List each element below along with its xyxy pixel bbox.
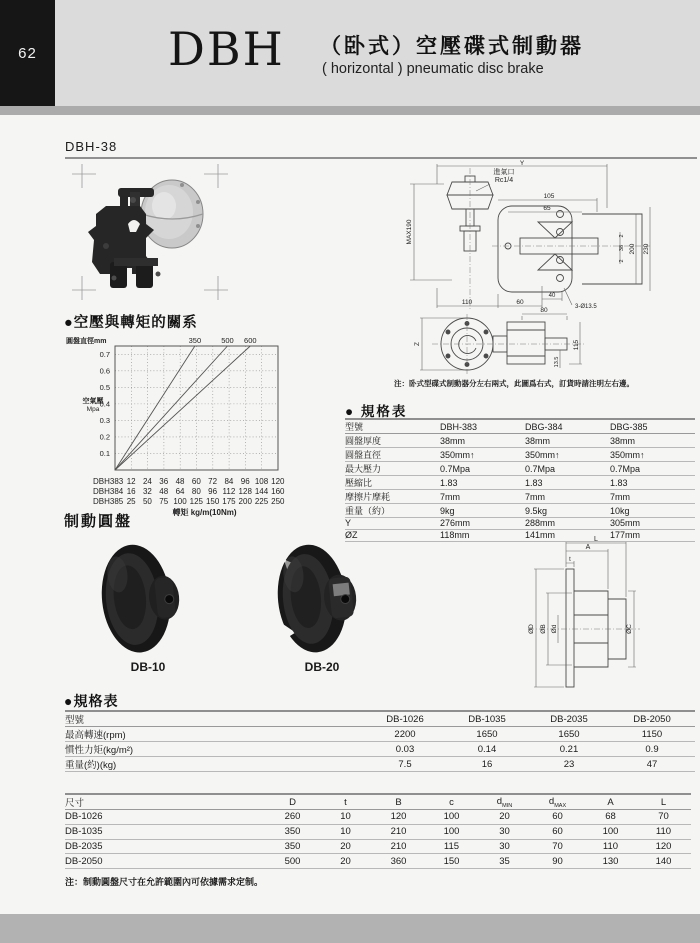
y-axis-label: 空氣壓 [82, 397, 104, 405]
page-number-box [0, 0, 55, 106]
chart-x-tick: 48 [159, 487, 169, 496]
svg-text:進氣口: 進氣口 [493, 169, 515, 176]
spec-table1-heading: ● 規格表 [345, 404, 408, 419]
page-number: 62 [18, 44, 37, 62]
table-header-row [65, 794, 691, 810]
table-cell: 350mm↑ [610, 448, 695, 462]
chart-x-tick: 25 [126, 497, 136, 506]
table-cell: 0.9 [611, 742, 695, 757]
svg-text:115: 115 [573, 339, 580, 351]
table-cell: 115 [426, 839, 479, 854]
table-cell: 9.5kg [525, 504, 610, 518]
table-cell: 1.83 [610, 476, 695, 490]
svg-text:230: 230 [643, 243, 650, 255]
table-cell: 177mm [610, 529, 695, 541]
disc-label-db10: DB-10 [130, 660, 166, 674]
chart-x-tick: 175 [222, 497, 236, 506]
table-cell: 0.03 [365, 742, 447, 757]
table-cell: 350mm↑ [440, 448, 525, 462]
table-cell: 360 [373, 854, 426, 869]
table-row-label: 最高轉速(rpm) [65, 727, 365, 742]
table-header-cell: B [373, 794, 426, 810]
table-key-label: 尺寸 [65, 794, 267, 810]
table-cell: 1.83 [440, 476, 525, 490]
table-cell: 350 [267, 824, 320, 839]
chart-x-tick: 128 [238, 487, 252, 496]
svg-text:13.5: 13.5 [554, 356, 560, 368]
y-tick-label: 0.2 [99, 432, 110, 442]
table-header-cell: DBG-385 [610, 419, 695, 434]
svg-text:ØC: ØC [626, 624, 633, 634]
y-tick-label: 0.7 [99, 349, 110, 359]
chart-section-heading: ●空壓與轉矩的關系 [64, 315, 198, 331]
table-header-cell: A [585, 794, 638, 810]
plot-border [115, 346, 278, 470]
disc-db10-photo [97, 540, 185, 655]
top-axis-label: 圓盤直徑mm [66, 338, 107, 345]
table-header-cell: DBG-384 [525, 419, 610, 434]
disc-drawing-outline [566, 569, 626, 687]
table-row [345, 476, 695, 490]
y-tick-label: 0.6 [99, 366, 110, 376]
table-row-label: 摩擦片摩耗 [345, 490, 440, 504]
table-cell: 1650 [447, 727, 529, 742]
table-cell: 288mm [525, 518, 610, 530]
chart-x-tick: 100 [173, 497, 187, 506]
chart-series-name: DBH385 [93, 497, 124, 506]
chart-series-name: DBH383 [93, 477, 124, 486]
table-cell: 10kg [610, 504, 695, 518]
table-cell: 1.83 [525, 476, 610, 490]
table-header-cell: $d_{MAX}$ [532, 794, 585, 810]
svg-text:2: 2 [619, 259, 625, 263]
chart-x-tick: 60 [191, 477, 201, 486]
table-cell: 118mm [440, 529, 525, 541]
table-cell: 20 [479, 810, 532, 825]
chart-x-tick: 96 [240, 477, 250, 486]
table-row-label: 慣性力矩(kg/m²) [65, 742, 365, 757]
drawing-note: 注：卧式型碟式制動器分左右兩式，此圖爲右式，訂貨時請注明左右邊。 [394, 379, 634, 388]
y-tick-label: 0.3 [99, 416, 110, 426]
chart-series-name: DBH384 [93, 487, 124, 496]
table-header-cell: DB-2050 [611, 711, 695, 727]
table-row-label: DB-1035 [65, 824, 267, 839]
product-photo [70, 162, 230, 302]
svg-text:3-Ø13.5: 3-Ø13.5 [575, 304, 597, 310]
chart-x-tick: 36 [159, 477, 169, 486]
chart-x-tick: 50 [142, 497, 152, 506]
table-cell: 9kg [440, 504, 525, 518]
table-cell: 100 [426, 810, 479, 825]
table-row [345, 529, 695, 541]
table-cell: 47 [611, 757, 695, 772]
table-cell: 30 [479, 824, 532, 839]
chart-x-tick: 120 [271, 477, 285, 486]
header-divider-strip [0, 106, 700, 115]
table-row-label: 重量(約)(kg) [65, 757, 365, 772]
table-row-label: 圓盤厚度 [345, 434, 440, 448]
table-cell: 305mm [610, 518, 695, 530]
table-header-cell: D [267, 794, 320, 810]
y-axis-unit: Mpa [86, 405, 100, 413]
table-cell: 70 [638, 810, 691, 825]
spec-table2-heading: ●規格表 [64, 693, 119, 709]
chart-x-tick: 64 [175, 487, 185, 496]
svg-text:110: 110 [461, 299, 473, 306]
table-cell: 120 [373, 810, 426, 825]
table-row [65, 742, 695, 757]
table-header-cell: DB-1035 [447, 711, 529, 727]
table-cell: 7mm [610, 490, 695, 504]
table-row [345, 462, 695, 476]
table-header-cell: t [320, 794, 373, 810]
svg-text:Y: Y [519, 160, 525, 167]
chart-x-tick: 108 [254, 477, 269, 486]
table-cell: 210 [373, 839, 426, 854]
svg-text:MAX190: MAX190 [406, 219, 413, 245]
chart-tick-row [65, 487, 286, 497]
table-header-cell: DBH-383 [440, 419, 525, 434]
chart-x-tick: 16 [126, 487, 136, 496]
table-cell: 130 [585, 854, 638, 869]
svg-text:L: L [594, 536, 598, 543]
table-cell: 90 [532, 854, 585, 869]
disc-label-db20: DB-20 [304, 660, 340, 674]
table-cell: 60 [532, 824, 585, 839]
dimension-table-note: 注：制動圓盤尺寸在允許範圍內可依據需求定制。 [65, 877, 264, 887]
svg-text:Rc1/4: Rc1/4 [494, 177, 514, 184]
chart-x-tick: 32 [142, 487, 152, 496]
chart-x-tick: 125 [189, 497, 204, 506]
data-table [65, 710, 695, 772]
chart-x-tick: 112 [222, 487, 236, 496]
disc-photos [72, 538, 402, 660]
table-cell: 0.14 [447, 742, 529, 757]
chart-x-tick: 250 [271, 497, 285, 506]
table-cell: 0.7Mpa [525, 462, 610, 476]
table-cell: 350mm↑ [525, 448, 610, 462]
y-tick-label: 0.1 [99, 449, 110, 459]
chart-x-tick: 160 [271, 487, 285, 496]
table-row-label: Y [345, 518, 440, 530]
table-header-row [345, 419, 695, 434]
table-row [345, 518, 695, 530]
y-tick-label: 0.5 [99, 383, 110, 393]
table-cell: 100 [585, 824, 638, 839]
drawing-dimension-lines [410, 164, 650, 320]
chart-x-tick: 12 [126, 477, 136, 486]
chart-x-axis-label: 轉矩 kg/m(10Nm) [172, 508, 237, 517]
series-label: 350 [188, 336, 202, 345]
chart-x-tick: 200 [238, 497, 252, 506]
table-cell: 150 [426, 854, 479, 869]
table-cell: 0.21 [529, 742, 611, 757]
chart-x-tick: 80 [191, 487, 201, 496]
table-row [345, 490, 695, 504]
table-row [345, 448, 695, 462]
chart-x-tick: 144 [254, 487, 269, 496]
table-header-cell: c [426, 794, 479, 810]
table-cell: 16 [447, 757, 529, 772]
table-cell: 110 [638, 824, 691, 839]
chart-x-tick: 96 [208, 487, 218, 496]
table-row [65, 854, 691, 869]
table-cell: 110 [585, 839, 638, 854]
section-rule [65, 157, 697, 159]
table-cell: 276mm [440, 518, 525, 530]
chart-tick-row [65, 497, 286, 507]
table-cell: 1650 [529, 727, 611, 742]
svg-text:38: 38 [619, 244, 625, 252]
table-cell: 68 [585, 810, 638, 825]
svg-text:ØB: ØB [540, 624, 547, 634]
table-cell: 1150 [611, 727, 695, 742]
table-cell: 7.5 [365, 757, 447, 772]
table-cell: 2200 [365, 727, 447, 742]
table-key-label: 型號 [345, 419, 440, 434]
chart-x-tick: 72 [208, 477, 218, 486]
series-line [115, 346, 227, 470]
svg-text:ØD: ØD [528, 624, 535, 634]
table-row-label: 最大壓力 [345, 462, 440, 476]
chart-x-tick: 48 [175, 477, 185, 486]
table-cell: 500 [267, 854, 320, 869]
disc-section-heading: 制動圓盤 [64, 513, 133, 530]
table-key-label: 型號 [65, 711, 365, 727]
svg-text:A: A [585, 544, 591, 551]
table-cell: 38mm [610, 434, 695, 448]
disc-drawing-dimension-lines [534, 541, 636, 687]
table-cell: 0.7Mpa [610, 462, 695, 476]
brand-title: DBH [168, 22, 285, 76]
svg-text:60: 60 [516, 299, 524, 306]
torque-chart-svg [65, 334, 350, 476]
chart-x-tick: 84 [224, 477, 234, 486]
svg-text:Ød: Ød [551, 624, 558, 634]
page-title-zh: （卧式）空壓碟式制動器 [320, 35, 584, 58]
table-cell: 141mm [525, 529, 610, 541]
svg-text:40: 40 [548, 293, 556, 299]
table-header-cell: DB-1026 [365, 711, 447, 727]
svg-text:105: 105 [543, 193, 555, 200]
table-row-label: 重量（約） [345, 504, 440, 518]
chart-x-tick: 24 [142, 477, 152, 486]
table-cell: 38mm [440, 434, 525, 448]
table-row [65, 839, 691, 854]
svg-text:200: 200 [629, 243, 636, 255]
table-cell: 10 [320, 824, 373, 839]
table-header-cell: $d_{MIN}$ [479, 794, 532, 810]
table-row-label: ØZ [345, 529, 440, 541]
svg-text:65: 65 [543, 205, 551, 212]
table-cell: 350 [267, 839, 320, 854]
table-row-label: DB-2050 [65, 854, 267, 869]
svg-text:Z: Z [414, 342, 421, 346]
table-cell: 7mm [440, 490, 525, 504]
table-cell: 7mm [525, 490, 610, 504]
table-cell: 120 [638, 839, 691, 854]
chart-x-tick: 150 [205, 497, 220, 506]
table-cell: 38mm [525, 434, 610, 448]
table-cell: 260 [267, 810, 320, 825]
page-title-en: ( horizontal ) pneumatic disc brake [322, 61, 544, 77]
table-row [65, 727, 695, 742]
table-row [345, 504, 695, 518]
table-cell: 140 [638, 854, 691, 869]
table-row-label: 圓盤直徑 [345, 448, 440, 462]
svg-text:80: 80 [540, 307, 548, 314]
table-cell: 20 [320, 839, 373, 854]
technical-drawing-main [392, 160, 698, 376]
table-header-cell: DB-2035 [529, 711, 611, 727]
chart-tick-row [65, 477, 286, 487]
table-cell: 30 [479, 839, 532, 854]
table-cell: 60 [532, 810, 585, 825]
table-cell: 100 [426, 824, 479, 839]
table-header-row [65, 711, 695, 727]
chart-x-tick: 75 [159, 497, 169, 506]
table-row-label: DB-2035 [65, 839, 267, 854]
table-cell: 23 [529, 757, 611, 772]
table-cell: 20 [320, 854, 373, 869]
y-tick-label: 0.4 [99, 399, 110, 409]
table-cell: 0.7Mpa [440, 462, 525, 476]
footer-bar [0, 914, 700, 943]
table-row-label: 壓縮比 [345, 476, 440, 490]
svg-text:2: 2 [619, 234, 625, 238]
table-row [65, 757, 695, 772]
model-label: DBH-38 [65, 139, 118, 154]
series-label: 500 [221, 336, 234, 345]
table-row [345, 434, 695, 448]
data-table [345, 418, 695, 542]
table-header-cell: L [638, 794, 691, 810]
disc-db20-photo [273, 540, 362, 656]
data-table [65, 793, 691, 869]
table-cell: 210 [373, 824, 426, 839]
chart-tick-rows [65, 477, 286, 507]
svg-text:t: t [569, 557, 571, 563]
table-cell: 70 [532, 839, 585, 854]
disc-cross-section-drawing [478, 533, 693, 691]
table-row-label: DB-1026 [65, 810, 267, 825]
table-row [65, 810, 691, 825]
table-cell: 35 [479, 854, 532, 869]
table-row [65, 824, 691, 839]
series-label: 600 [244, 336, 257, 345]
table-cell: 10 [320, 810, 373, 825]
chart-x-tick: 225 [254, 497, 269, 506]
